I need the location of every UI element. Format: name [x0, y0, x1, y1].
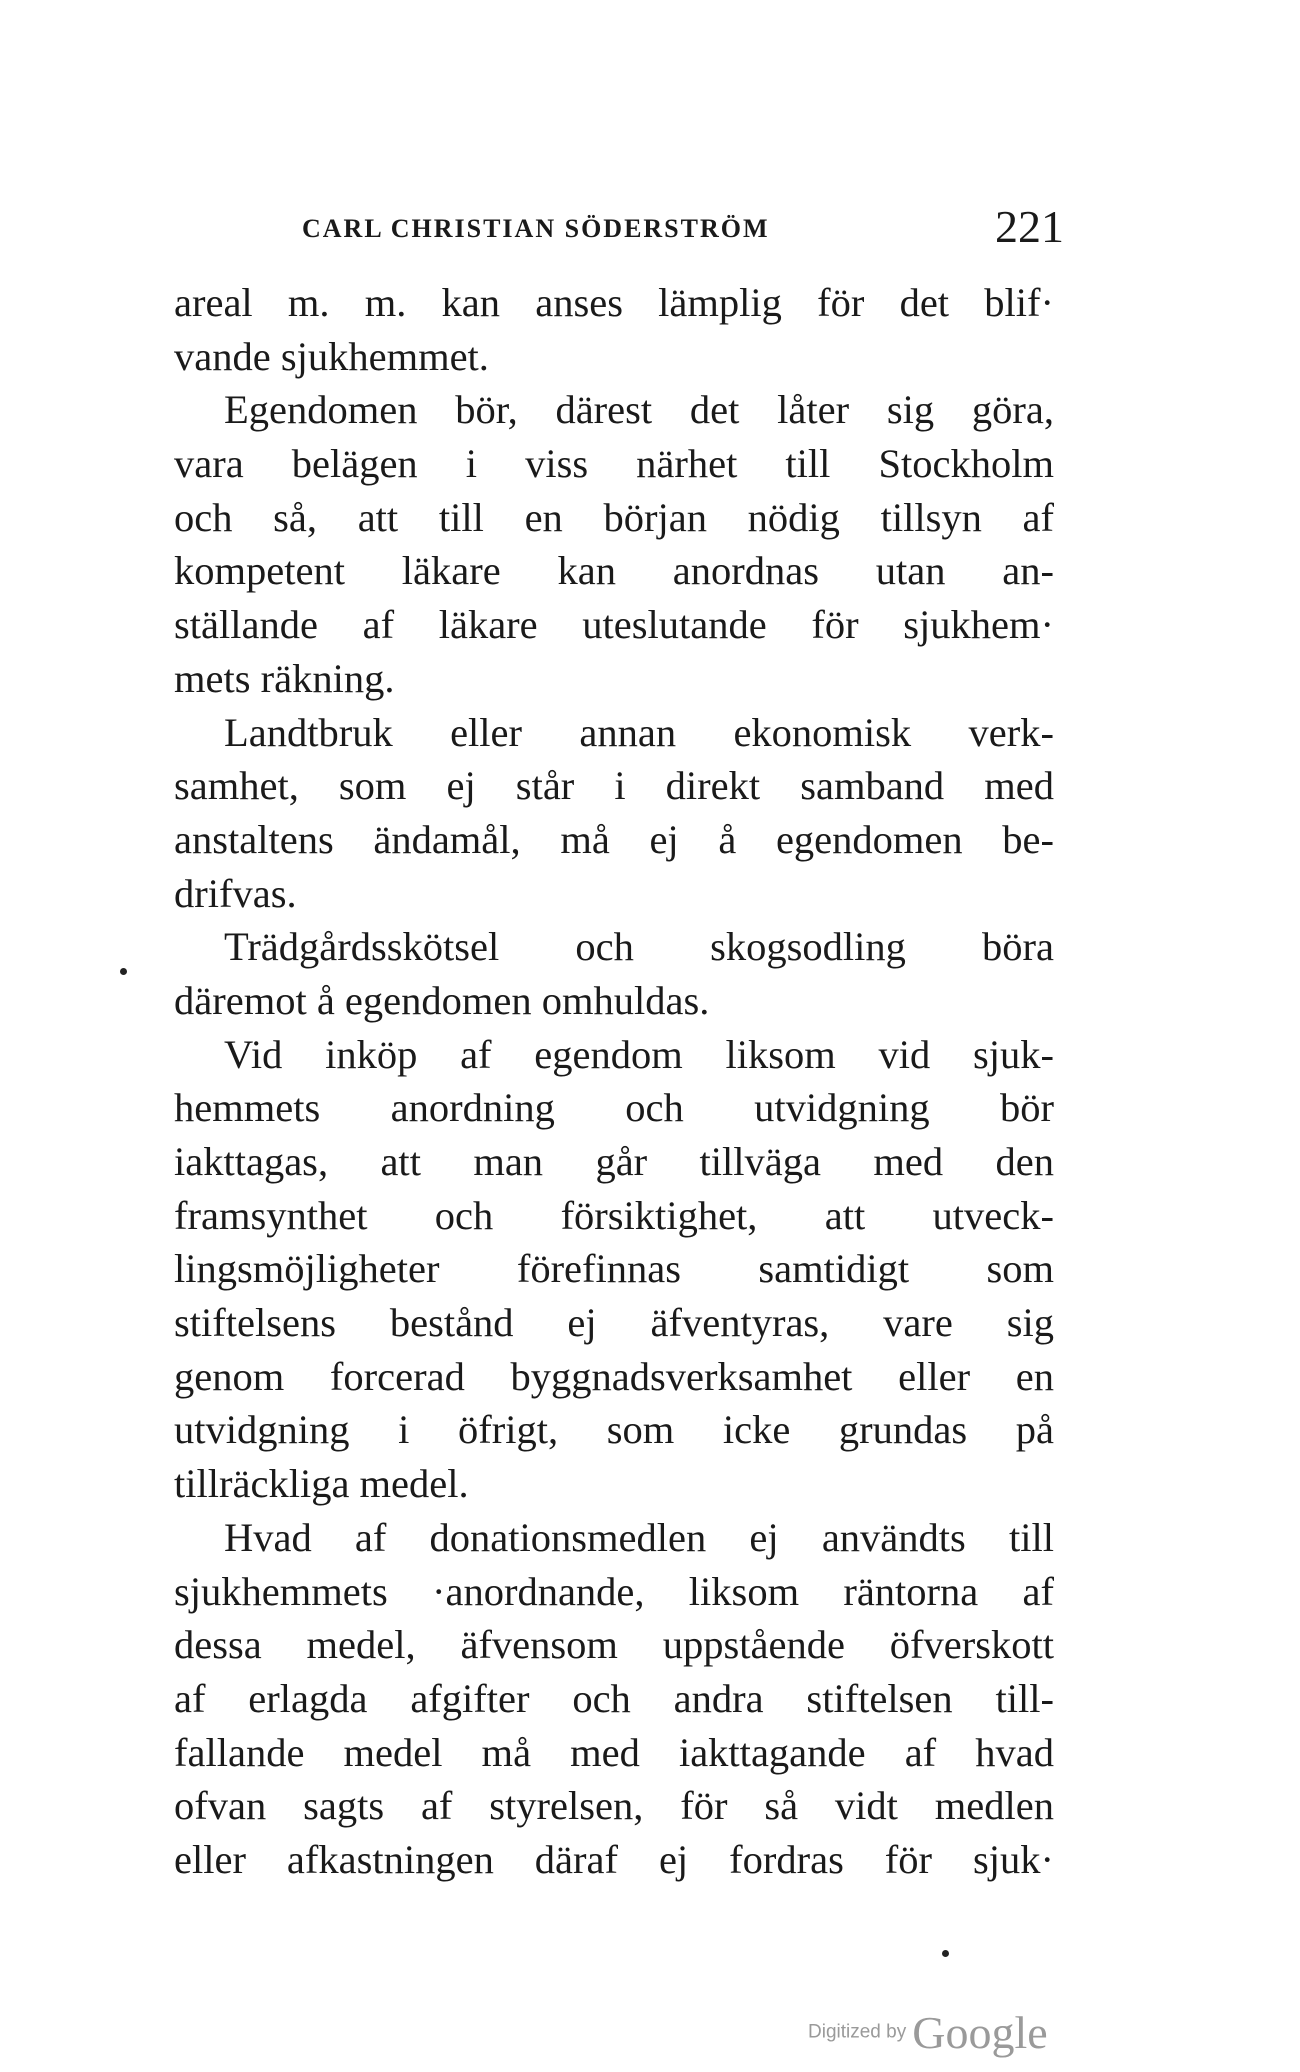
digitized-watermark	[808, 2006, 1048, 2058]
text-line: af erlagda afgifter och andra stiftelsen till-	[174, 1675, 1054, 1721]
text-line: kompetent läkare kan anordnas utan an-	[174, 548, 1054, 594]
text-line: tillräckliga medel.	[174, 1461, 469, 1507]
digitized-label: Digitized by	[808, 2021, 907, 2043]
text-line: genom forcerad byggnadsverksamhet eller en	[174, 1353, 1054, 1399]
body-text	[174, 276, 1054, 1887]
text-line: Vid inköp af egendom liksom vid sjuk-	[224, 1031, 1054, 1077]
text-line: vande sjukhemmet.	[174, 333, 489, 379]
text-line: samhet, som ej står i direkt samband med	[174, 763, 1054, 809]
text-line: Trädgårdsskötsel och skogsodling böra	[224, 924, 1054, 970]
text-line: och så, att till en början nödig tillsyn af	[174, 494, 1054, 540]
print-speck	[120, 968, 127, 975]
text-line: mets räkning.	[174, 655, 395, 701]
text-line: lingsmöjligheter förefinnas samtidigt som	[174, 1246, 1054, 1292]
text-line: ofvan sagts af styrelsen, för så vidt medlen	[174, 1783, 1054, 1829]
text-line: utvidgning i öfrigt, som icke grundas på	[174, 1407, 1054, 1453]
text-line: däremot å egendomen omhuldas.	[174, 977, 710, 1023]
print-speck	[942, 1950, 949, 1957]
text-line: anstaltens ändamål, må ej å egendomen be-	[174, 816, 1054, 862]
page-header	[302, 200, 1064, 260]
text-line: iakttagas, att man går tillväga med den	[174, 1139, 1054, 1184]
text-line: sjukhemmets ·anordnande, liksom räntorna af	[174, 1568, 1054, 1614]
text-line: hemmets anordning och utvidgning bör	[174, 1085, 1054, 1131]
text-line: Landtbruk eller annan ekonomisk verk-	[224, 709, 1054, 755]
page-number: 221	[995, 201, 1064, 252]
text-line: drifvas.	[174, 870, 297, 916]
text-line: ställande af läkare uteslutande för sjukhem·	[174, 602, 1054, 648]
text-line: Egendomen bör, därest det låter sig göra,	[224, 387, 1054, 433]
google-logo: Google	[912, 2007, 1048, 2058]
text-line: vara belägen i viss närhet till Stockholm	[174, 441, 1054, 487]
running-head: CARL CHRISTIAN SÖDERSTRÖM	[302, 214, 770, 243]
text-line: framsynthet och försiktighet, att utveck-	[174, 1192, 1054, 1238]
text-line: areal m. m. kan anses lämplig för det blif·	[174, 280, 1054, 325]
text-line: Hvad af donationsmedlen ej användts till	[224, 1514, 1054, 1560]
text-line: eller afkastningen däraf ej fordras för sjuk·	[174, 1836, 1054, 1882]
text-line: fallande medel må med iakttagande af hvad	[174, 1729, 1054, 1775]
text-line: dessa medel, äfvensom uppstående öfverskott	[174, 1622, 1054, 1668]
text-line: stiftelsens bestånd ej äfventyras, vare sig	[174, 1300, 1054, 1346]
